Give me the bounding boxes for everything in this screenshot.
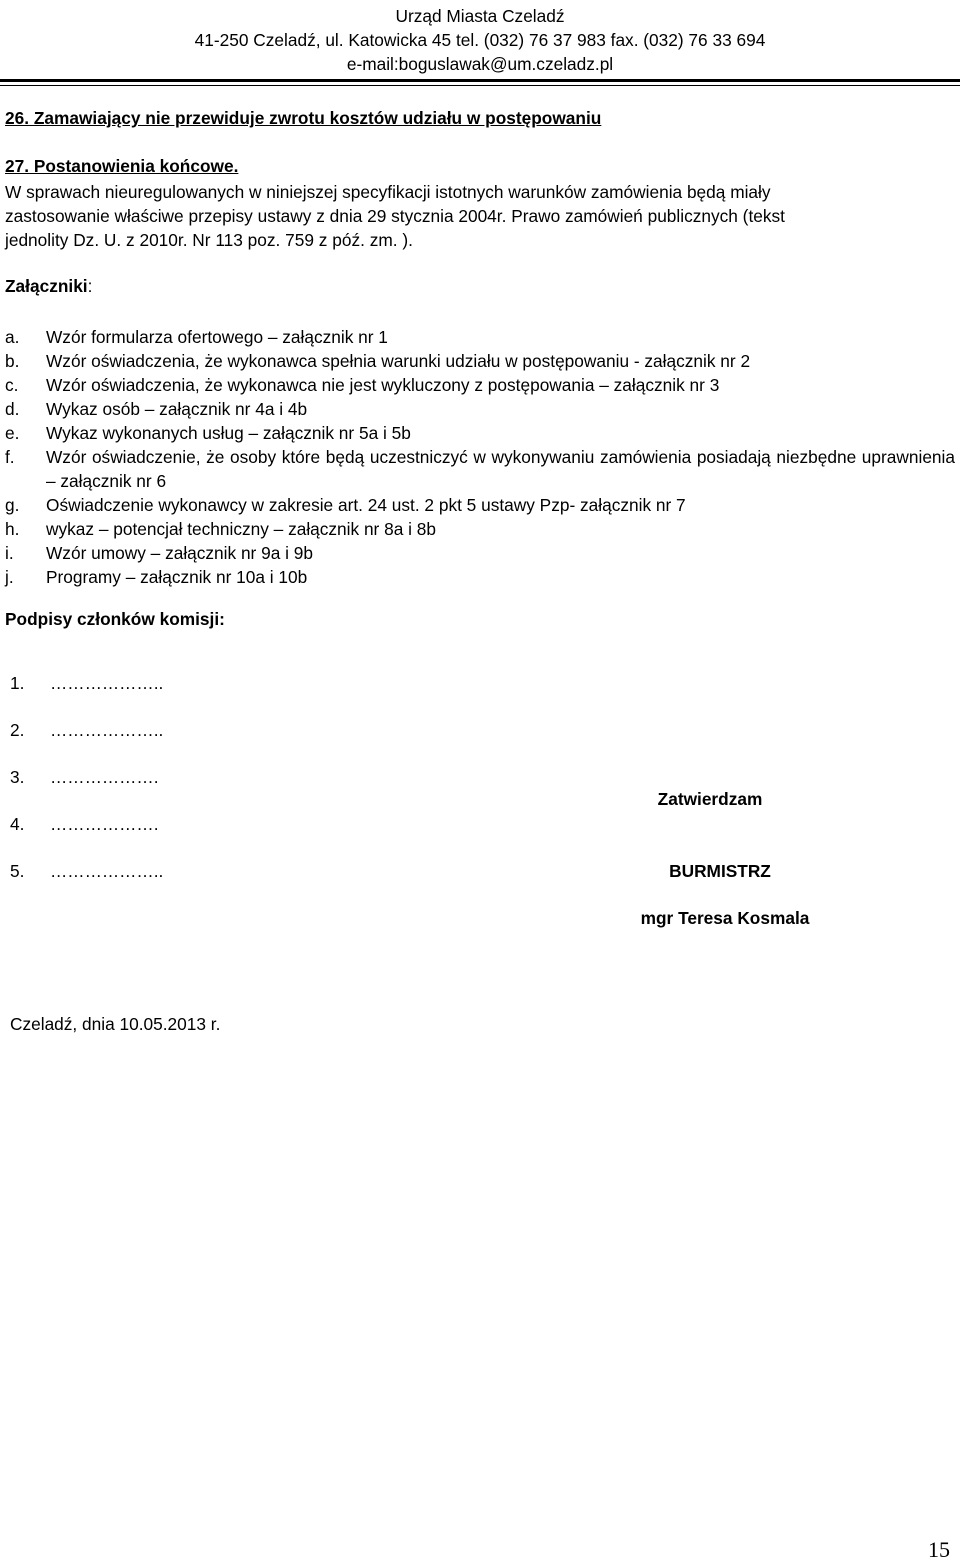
list-marker: i. [5,543,14,563]
list-item-text: Wykaz wykonanych usług – załącznik nr 5a i 5b [46,423,411,443]
signature-line [10,720,163,741]
signature-dots: ………………. [50,767,159,787]
list-item-text: Wzór oświadczenia, że wykonawca nie jest wykluczony z postępowania – załącznik nr 3 [46,375,720,395]
list-item [5,421,955,445]
signature-dots: ……………….. [50,861,164,881]
list-item-text: Wzór oświadczenia, że wykonawca spełnia warunki udziału w postępowaniu - załącznik nr 2 [46,351,751,371]
list-marker: a. [5,327,20,347]
signature-line [10,814,159,835]
signatures-heading: Podpisy członków komisji: [5,609,225,629]
signature-number: 3. [10,767,25,787]
signature-dots: ………………. [50,814,159,834]
attachments-heading [5,276,92,297]
signature-line [10,767,159,788]
attachments-heading-label: Załączniki [5,276,88,296]
paragraph-line: jednolity Dz. U. z 2010r. Nr 113 poz. 759 z póź. zm. ). [5,230,413,250]
signature-number: 4. [10,814,25,834]
list-item-text: wykaz – potencjał techniczny – załącznik nr 8a i 8b [46,519,436,539]
list-marker: b. [5,351,20,371]
page-number: 15 [928,1537,950,1562]
list-marker: d. [5,399,20,419]
paragraph-line: zastosowanie właściwe przepisy ustawy z dnia 29 stycznia 2004r. Prawo zamówień publicznych (tekst [5,206,785,226]
approval-label: Zatwierdzam [657,789,763,809]
approver-title: BURMISTRZ [669,861,771,881]
header-rule-thin [0,85,960,86]
list-item-text: Wzór oświadczenie, że osoby które będą uczestniczyć w wykonywaniu zamówienia posiadają niezbędne uprawnienia – załącznik nr 6 [46,447,955,491]
list-item-text: Oświadczenie wykonawcy w zakresie art. 24 ust. 2 pkt 5 ustawy Pzp- załącznik nr 7 [46,495,686,515]
approver-name: mgr Teresa Kosmala [640,908,810,928]
letterhead [0,4,960,76]
list-item-text: Wykaz osób – załącznik nr 4a i 4b [46,399,308,419]
office-name: Urząd Miasta Czeladź [395,6,565,26]
signature-line [10,673,163,694]
signature-line [10,861,163,882]
list-marker: h. [5,519,20,539]
list-item [5,445,955,493]
list-marker: j. [5,567,14,587]
list-marker: c. [5,375,19,395]
office-address: 41-250 Czeladź, ul. Katowicka 45 tel. (032) 76 37 983 fax. (032) 76 33 694 [194,30,766,50]
office-email: e-mail:boguslawak@um.czeladz.pl [346,54,614,74]
list-item [5,349,955,373]
header-rule-thick [0,79,960,82]
list-marker: f. [5,447,15,467]
signature-number: 5. [10,861,25,881]
attachments-list [5,325,955,589]
section-26-heading: 26. Zamawiający nie przewiduje zwrotu kosztów udziału w postępowaniu [5,108,602,128]
section-27-heading: 27. Postanowienia końcowe. [5,156,239,176]
list-item [5,325,955,349]
list-marker: e. [5,423,20,443]
attachments-heading-colon: : [87,276,93,296]
signature-number: 2. [10,720,25,740]
list-item [5,373,955,397]
list-item [5,565,955,589]
signature-dots: ……………….. [50,720,164,740]
list-item [5,541,955,565]
list-item-text: Wzór formularza ofertowego – załącznik nr 1 [46,327,388,347]
list-item [5,493,955,517]
paragraph-line: W sprawach nieuregulowanych w niniejszej specyfikacji istotnych warunków zamówienia będą miały [5,182,771,202]
list-item [5,517,955,541]
list-item-text: Programy – załącznik nr 10a i 10b [46,567,308,587]
list-item-text: Wzór umowy – załącznik nr 9a i 9b [46,543,313,563]
list-item [5,397,955,421]
list-marker: g. [5,495,20,515]
signature-number: 1. [10,673,25,693]
place-and-date: Czeladź, dnia 10.05.2013 r. [10,1014,221,1034]
signature-dots: ……………….. [50,673,164,693]
section-27-paragraph [5,180,953,252]
